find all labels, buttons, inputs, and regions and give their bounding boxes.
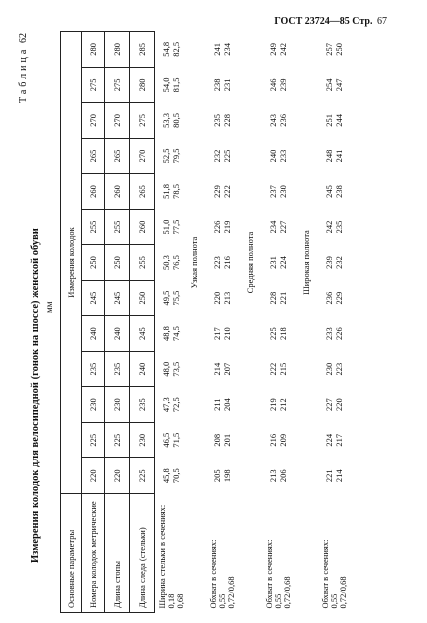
- row-label: Обхват в сечениях: 0,55 0,72/0,68: [207, 539, 236, 609]
- value-upper: 214: [212, 362, 222, 376]
- value-cell: 260: [82, 174, 105, 210]
- value-cell: 280: [130, 67, 155, 103]
- value-cell: [201, 387, 243, 423]
- value-cell: [201, 67, 243, 103]
- value-lower: 215: [278, 362, 288, 376]
- value-cell: [257, 245, 299, 281]
- value-cell: [313, 245, 355, 281]
- value-upper: 225: [268, 327, 278, 340]
- value-cell: [257, 387, 299, 423]
- value-cell: [155, 351, 188, 387]
- group-wide-title-row: [299, 32, 313, 613]
- value-cell: 255: [130, 245, 155, 281]
- value-lower: 239: [278, 78, 288, 92]
- value-lower: 79,5: [171, 148, 181, 164]
- value-upper: 237: [268, 185, 278, 198]
- value-cell: [257, 280, 299, 316]
- value-lower: 221: [278, 291, 288, 305]
- value-cell: 280: [105, 32, 130, 68]
- value-cell: [313, 67, 355, 103]
- value-cell: 270: [105, 103, 130, 139]
- value-cell: [201, 209, 243, 245]
- value-cell: [257, 174, 299, 210]
- row-label: Обхват в сечениях: 0,55 0,72/0,68: [319, 539, 348, 609]
- value-lower: 216: [222, 256, 232, 269]
- value-lower: 244: [334, 114, 344, 127]
- value-cell: 235: [82, 351, 105, 387]
- value-cell: [155, 387, 188, 423]
- value-lower: 198: [222, 469, 232, 483]
- value-lower: 75,5: [171, 290, 181, 306]
- value-upper: 54,8: [161, 41, 171, 57]
- value-lower: 233: [278, 149, 288, 163]
- value-upper: 246: [268, 78, 278, 92]
- value-cell: [313, 351, 355, 387]
- value-lower: 241: [334, 149, 344, 163]
- value-lower: 213: [222, 291, 232, 305]
- value-cell: [155, 458, 188, 494]
- value-lower: 77,5: [171, 219, 181, 235]
- value-cell: 225: [82, 422, 105, 458]
- row-girth-medium: [257, 32, 299, 613]
- sheet-page: 67: [377, 16, 387, 27]
- value-cell: [313, 32, 355, 68]
- value-upper: 48,8: [161, 326, 171, 342]
- value-cell: [155, 138, 188, 174]
- row-insole-length: [130, 32, 155, 613]
- row-label: Длина следа (стельки): [130, 494, 155, 613]
- value-cell: [155, 32, 188, 68]
- value-cell: [155, 209, 188, 245]
- value-cell: 255: [105, 209, 130, 245]
- value-cell: 250: [82, 245, 105, 281]
- value-upper: 208: [212, 433, 222, 447]
- value-upper: 233: [324, 327, 334, 340]
- value-cell: 270: [130, 138, 155, 174]
- value-upper: 52,5: [161, 148, 171, 164]
- value-cell: [257, 103, 299, 139]
- value-lower: 70,5: [171, 468, 181, 484]
- value-cell: [257, 422, 299, 458]
- value-cell: 220: [105, 458, 130, 494]
- value-upper: 49,5: [161, 290, 171, 306]
- value-cell: 230: [82, 387, 105, 423]
- value-upper: 241: [212, 42, 222, 56]
- value-upper: 234: [268, 220, 278, 234]
- value-cell: 265: [130, 174, 155, 210]
- value-cell: 230: [105, 387, 130, 423]
- value-cell: [155, 67, 188, 103]
- value-cell: 230: [130, 422, 155, 458]
- table-label: Таблица: [18, 46, 29, 103]
- value-upper: 229: [212, 185, 222, 198]
- value-lower: 232: [334, 256, 344, 269]
- value-upper: 45,8: [161, 468, 171, 484]
- value-lower: 231: [222, 78, 232, 92]
- row-last-numbers: [82, 32, 105, 613]
- value-lower: 80,5: [171, 112, 181, 128]
- value-upper: 254: [324, 78, 334, 92]
- value-cell: [257, 32, 299, 68]
- measurements-table: [60, 31, 355, 613]
- value-cell: 255: [82, 209, 105, 245]
- value-upper: 248: [324, 149, 334, 163]
- group-medium-title-row: [243, 32, 257, 613]
- value-cell: [155, 280, 188, 316]
- value-lower: 236: [278, 114, 288, 127]
- value-lower: 234: [222, 42, 232, 56]
- value-cell: [313, 138, 355, 174]
- value-lower: 204: [222, 398, 232, 412]
- value-cell: 275: [130, 103, 155, 139]
- value-cell: [257, 67, 299, 103]
- value-lower: 229: [334, 291, 344, 305]
- value-lower: 209: [278, 433, 288, 447]
- value-lower: 223: [334, 362, 344, 376]
- value-upper: 48,0: [161, 361, 171, 377]
- value-upper: 47,3: [161, 397, 171, 413]
- value-cell: 220: [82, 458, 105, 494]
- value-lower: 226: [334, 327, 344, 340]
- value-upper: 54,0: [161, 77, 171, 93]
- value-cell: 235: [130, 387, 155, 423]
- value-upper: 251: [324, 114, 334, 127]
- value-upper: 51,0: [161, 219, 171, 235]
- value-lower: 71,5: [171, 432, 181, 448]
- value-lower: 82,5: [171, 41, 181, 57]
- value-cell: 245: [130, 316, 155, 352]
- value-lower: 222: [222, 185, 232, 198]
- value-cell: [155, 316, 188, 352]
- value-lower: 225: [222, 149, 232, 163]
- value-cell: [257, 458, 299, 494]
- value-upper: 228: [268, 291, 278, 305]
- value-lower: 242: [278, 42, 288, 56]
- value-upper: 257: [324, 42, 334, 56]
- value-cell: 245: [105, 280, 130, 316]
- value-upper: 46,5: [161, 432, 171, 448]
- value-cell: 260: [105, 174, 130, 210]
- value-lower: 72,5: [171, 397, 181, 413]
- value-lower: 217: [334, 433, 344, 447]
- value-lower: 74,5: [171, 326, 181, 342]
- row-insole-width: [155, 32, 188, 613]
- value-cell: [201, 316, 243, 352]
- group-narrow-title-row: [187, 32, 201, 613]
- value-cell: 265: [82, 138, 105, 174]
- value-cell: [201, 138, 243, 174]
- value-lower: 73,5: [171, 361, 181, 377]
- value-lower: 212: [278, 398, 288, 412]
- value-cell: [313, 387, 355, 423]
- value-cell: 275: [105, 67, 130, 103]
- value-upper: 222: [268, 362, 278, 376]
- value-cell: [257, 316, 299, 352]
- value-lower: 206: [278, 469, 288, 483]
- value-upper: 53,3: [161, 112, 171, 128]
- value-upper: 240: [268, 149, 278, 163]
- header-row: [61, 32, 82, 613]
- value-cell: [313, 458, 355, 494]
- value-upper: 221: [324, 469, 334, 483]
- value-cell: 280: [82, 32, 105, 68]
- value-cell: [155, 245, 188, 281]
- value-cell: [201, 174, 243, 210]
- row-girth-wide: [313, 32, 355, 613]
- value-cell: [201, 458, 243, 494]
- value-cell: 285: [130, 32, 155, 68]
- measures-header: Измерения колодок: [61, 32, 82, 494]
- value-upper: 236: [324, 291, 334, 305]
- standard-ref: ГОСТ 23724—85 Стр.: [274, 16, 373, 27]
- value-cell: [201, 103, 243, 139]
- row-label: Ширина стельки в сечениях: 0,18 0,68: [156, 504, 185, 609]
- value-cell: 250: [130, 280, 155, 316]
- value-cell: [201, 422, 243, 458]
- value-lower: 207: [222, 362, 232, 376]
- value-upper: 220: [212, 291, 222, 305]
- value-upper: 238: [212, 78, 222, 92]
- value-lower: 230: [278, 185, 288, 198]
- value-cell: [257, 351, 299, 387]
- value-upper: 231: [268, 256, 278, 269]
- rotated-page: [0, 23, 427, 623]
- value-lower: 220: [334, 398, 344, 412]
- value-upper: 216: [268, 433, 278, 447]
- value-lower: 224: [278, 256, 288, 269]
- value-upper: 230: [324, 362, 334, 376]
- value-cell: 225: [130, 458, 155, 494]
- row-girth-narrow: [201, 32, 243, 613]
- group-title: Средняя полнота: [245, 231, 255, 294]
- value-lower: 201: [222, 433, 232, 447]
- value-cell: [313, 316, 355, 352]
- value-upper: 217: [212, 327, 222, 340]
- value-upper: 50,3: [161, 255, 171, 270]
- value-lower: 228: [222, 114, 232, 127]
- value-cell: [313, 422, 355, 458]
- value-cell: 240: [82, 316, 105, 352]
- value-upper: 243: [268, 114, 278, 127]
- value-cell: 245: [82, 280, 105, 316]
- group-title: Узкая полнота: [189, 236, 199, 289]
- value-cell: 240: [105, 316, 130, 352]
- value-cell: [313, 174, 355, 210]
- params-header: Основные параметры: [61, 494, 82, 613]
- value-upper: 224: [324, 433, 334, 447]
- value-cell: 275: [82, 67, 105, 103]
- value-lower: 250: [334, 42, 344, 56]
- value-cell: [201, 351, 243, 387]
- value-upper: 249: [268, 42, 278, 56]
- value-lower: 78,5: [171, 184, 181, 199]
- value-lower: 227: [278, 220, 288, 234]
- value-upper: 219: [268, 398, 278, 412]
- value-upper: 223: [212, 256, 222, 269]
- value-cell: [313, 103, 355, 139]
- value-cell: [201, 280, 243, 316]
- value-upper: 213: [268, 469, 278, 483]
- value-cell: 265: [105, 138, 130, 174]
- value-lower: 247: [334, 78, 344, 92]
- value-lower: 218: [278, 327, 288, 340]
- value-cell: 250: [105, 245, 130, 281]
- value-cell: 240: [130, 351, 155, 387]
- value-upper: 239: [324, 256, 334, 269]
- row-label: Номера колодок метрические: [82, 494, 105, 613]
- value-cell: 270: [82, 103, 105, 139]
- value-upper: 227: [324, 398, 334, 412]
- row-label: Обхват в сечениях: 0,55 0,72/0,68: [263, 539, 292, 609]
- value-upper: 205: [212, 469, 222, 483]
- value-cell: [155, 174, 188, 210]
- row-foot-length: [105, 32, 130, 613]
- value-lower: 76,5: [171, 255, 181, 270]
- value-upper: 226: [212, 220, 222, 234]
- value-cell: [201, 32, 243, 68]
- value-lower: 219: [222, 220, 232, 234]
- value-lower: 214: [334, 469, 344, 483]
- value-lower: 235: [334, 220, 344, 234]
- table-title: Измерения колодок для велосипедной (гонок на шоссе) женской обуви: [30, 228, 41, 563]
- row-label: Длина стопы: [105, 494, 130, 613]
- value-cell: 260: [130, 209, 155, 245]
- value-upper: 242: [324, 220, 334, 234]
- value-upper: 232: [212, 149, 222, 163]
- value-upper: 245: [324, 185, 334, 198]
- value-cell: [155, 422, 188, 458]
- value-cell: [313, 209, 355, 245]
- value-cell: [155, 103, 188, 139]
- group-title: Широкая полнота: [301, 230, 311, 295]
- unit-label: мм: [44, 301, 54, 313]
- value-cell: 225: [105, 422, 130, 458]
- value-cell: [257, 138, 299, 174]
- value-cell: 235: [105, 351, 130, 387]
- value-lower: 238: [334, 185, 344, 198]
- value-cell: [257, 209, 299, 245]
- value-upper: 211: [212, 398, 222, 411]
- table-number: 62: [18, 33, 29, 43]
- value-cell: [313, 280, 355, 316]
- value-lower: 210: [222, 327, 232, 340]
- value-lower: 81,5: [171, 77, 181, 93]
- value-upper: 235: [212, 114, 222, 127]
- value-cell: [201, 245, 243, 281]
- value-upper: 51,8: [161, 184, 171, 199]
